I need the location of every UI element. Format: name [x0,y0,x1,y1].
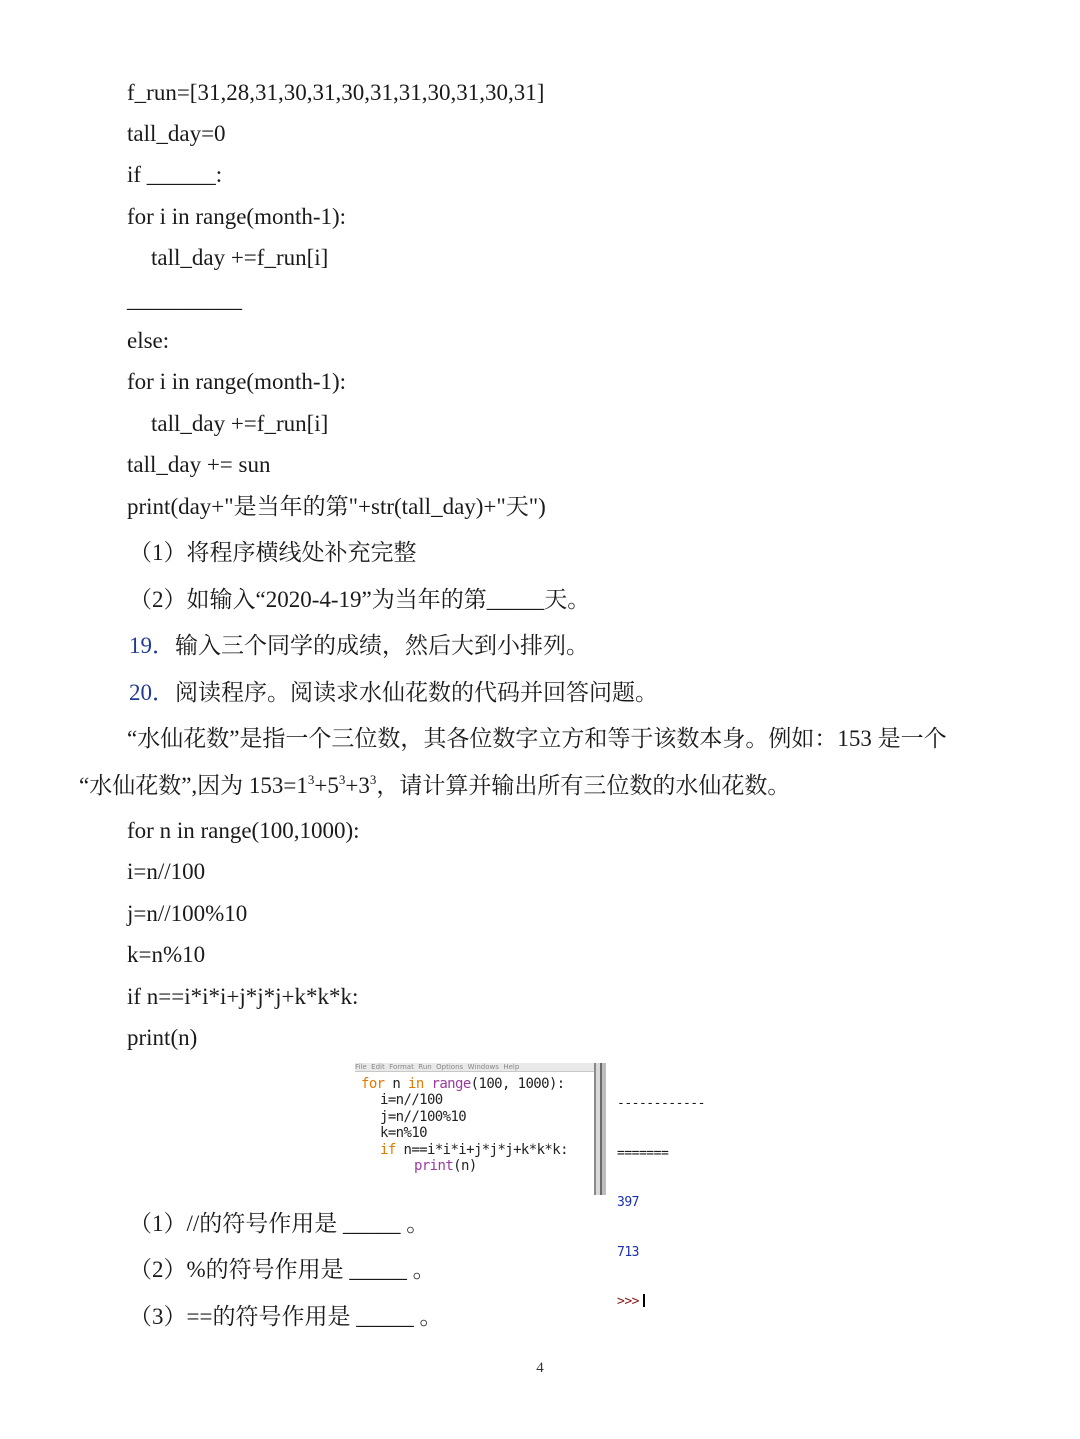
q18-sub1: （1）将程序横线处补充完整 [129,540,417,565]
shell-output [617,1063,725,1309]
idle-screenshot [355,1063,725,1309]
shell-separator: ------------ [617,1096,705,1111]
shell-separator: ======= [617,1145,669,1161]
question-19 [129,631,589,661]
shell-output-line: 397 [617,1195,639,1210]
code-line: tall_day=0 [127,121,226,146]
menu-bar: File Edit Format Run Options Windows Help [355,1063,601,1072]
code-line: tall_day +=f_run[i] [151,245,329,270]
editor-line: k=n%10 [380,1125,427,1141]
editor-line: j=n//100%10 [380,1109,467,1125]
narcissistic-def-line1: “水仙花数”是指一个三位数，其各位数字立方和等于该数本身。例如：153 是一个 [127,726,947,751]
code-line: for n in range(100,1000): [127,818,360,843]
shell-output-line: 713 [617,1244,639,1260]
editor-line: print(n) [414,1158,477,1174]
shell-prompt-line[interactable]: >>> [617,1294,725,1311]
q20-sub2: （2）%的符号作用是 _____ 。 [129,1257,436,1282]
code-line: tall_day +=f_run[i] [151,411,329,436]
question-20 [129,678,658,708]
code-line: else: [127,328,170,353]
pane-divider [594,1063,606,1195]
editor-line: for n in range(100, 1000): [361,1076,565,1092]
text-cursor [643,1294,645,1307]
code-line: tall_day += sun [127,452,271,477]
code-line: if n==i*i*i+j*j*j+k*k*k: [127,984,359,1009]
q18-sub2: （2）如输入“2020-4-19”为当年的第_____天。 [129,587,591,612]
question-text: 阅读程序。阅读求水仙花数的代码并回答问题。 [175,680,658,705]
code-line: print(n) [127,1025,198,1050]
code-line: j=n//100%10 [127,901,248,926]
code-line: f_run=[31,28,31,30,31,30,31,31,30,31,30,31] [127,80,545,105]
page-number: 4 [536,1360,544,1376]
editor-line: i=n//100 [380,1092,443,1108]
code-line: for i in range(month-1): [127,369,347,394]
code-line-blank: __________ [127,287,242,312]
code-line: k=n%10 [127,942,206,967]
question-number: 20． [129,680,175,705]
q20-sub3: （3）==的符号作用是 _____ 。 [129,1304,443,1329]
code-line: i=n//100 [127,859,206,884]
code-line: for i in range(month-1): [127,204,347,229]
narcissistic-def-line2: “水仙花数”,因为 $153=1^3+5^3+3^3$，请计算并输出所有三位数的水仙花数。 [79,772,791,798]
code-editor [355,1072,593,1195]
code-line: print(day+"是当年的第"+str(tall_day)+"天") [127,494,546,519]
question-text: 输入三个同学的成绩，然后大到小排列。 [175,633,589,658]
question-number: 19． [129,633,175,658]
q20-sub1: （1）//的符号作用是 _____ 。 [129,1211,430,1236]
code-line: if ______: [127,162,223,187]
editor-line: if n==i*i*i+j*j*j+k*k*k: [380,1142,568,1158]
